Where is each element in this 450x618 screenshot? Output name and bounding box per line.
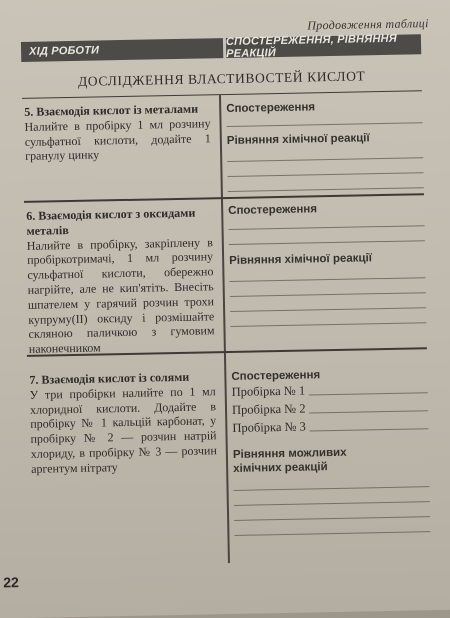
section-title: ДОСЛІДЖЕННЯ ВЛАСТИВОСТЕЙ КИСЛОТ [77, 68, 366, 89]
equation-label: Рівняння хімічної реакції [226, 132, 370, 148]
probe-line [232, 399, 428, 418]
write-line[interactable] [228, 172, 424, 177]
answer-cell [228, 201, 426, 327]
observations-label: Спостереження [228, 203, 318, 217]
task-title: 7. Взаємодія кислот із солями [29, 369, 190, 387]
probe-line [232, 417, 428, 436]
write-line[interactable] [229, 240, 425, 245]
probe-label: Пробірка № 1 [231, 383, 306, 399]
write-line[interactable] [227, 122, 423, 127]
page-number: 22 [3, 574, 20, 591]
write-line[interactable] [228, 187, 424, 192]
task-cell [24, 101, 211, 164]
write-line[interactable] [230, 307, 426, 312]
task-cell [26, 205, 215, 357]
probe-line [232, 381, 428, 400]
task-title: 6. Взаємодія кислот з оксидами металів [26, 205, 196, 238]
answer-cell [231, 367, 430, 536]
table-row [22, 91, 424, 201]
continuation-note: Продовження таблиці [307, 16, 429, 33]
table-header [21, 34, 421, 62]
write-line[interactable] [310, 428, 429, 431]
header-observations: СПОСТЕРЕЖЕННЯ, РІВНЯННЯ РЕАКЦІЙ [226, 34, 421, 58]
task-title: 5. Взаємодія кислот із металами [24, 101, 199, 119]
write-line[interactable] [234, 501, 430, 506]
task-instructions: Налийте в пробірку, закріплену в пробіркотримачі, 1 мл розчину сульфатної кислоти, обережно нагрійте, але не кип'ятіть. Внесіть шпателем у гарячий розчин трохи купруму(II) оксиду і розмішайте скляною паличкою з гумовим наконечником [26, 234, 215, 357]
write-line[interactable] [230, 277, 426, 282]
equation-label: Рівняння хімічної реакції [229, 252, 373, 267]
write-line[interactable] [230, 292, 426, 297]
task-instructions: Налийте в пробірку 1 мл розчину сульфатної кислоти, додайте 1 гранулу цинку [24, 116, 211, 164]
task-cell [29, 369, 217, 476]
task-instructions: У три пробірки налийте по 1 мл хлоридної кислоти. Додайте в пробірку № 1 кальцій карбонат, у пробірку № 2 — розчин натрій хлориду, в пробірку № 3 — розчин аргентум нітрату [29, 384, 217, 476]
observations-label: Спостереження [231, 369, 321, 383]
write-line[interactable] [309, 392, 428, 395]
write-line[interactable] [310, 410, 429, 413]
write-line[interactable] [234, 531, 430, 536]
write-line[interactable] [234, 516, 430, 521]
table-row [27, 349, 431, 563]
equation-label: Рівняння можливих хімічних реакцій [232, 446, 347, 475]
probe-label: Пробірка № 3 [232, 419, 306, 435]
observations-label: Спостереження [226, 101, 316, 116]
table-row [24, 195, 427, 355]
write-line[interactable] [227, 157, 423, 162]
answer-cell [226, 99, 424, 192]
experiment-table [22, 90, 431, 567]
probe-label: Пробірка № 2 [231, 401, 306, 417]
write-line[interactable] [234, 486, 430, 491]
write-line[interactable] [230, 322, 426, 327]
header-procedure: ХІД РОБОТИ [21, 38, 223, 62]
write-line[interactable] [229, 225, 425, 230]
